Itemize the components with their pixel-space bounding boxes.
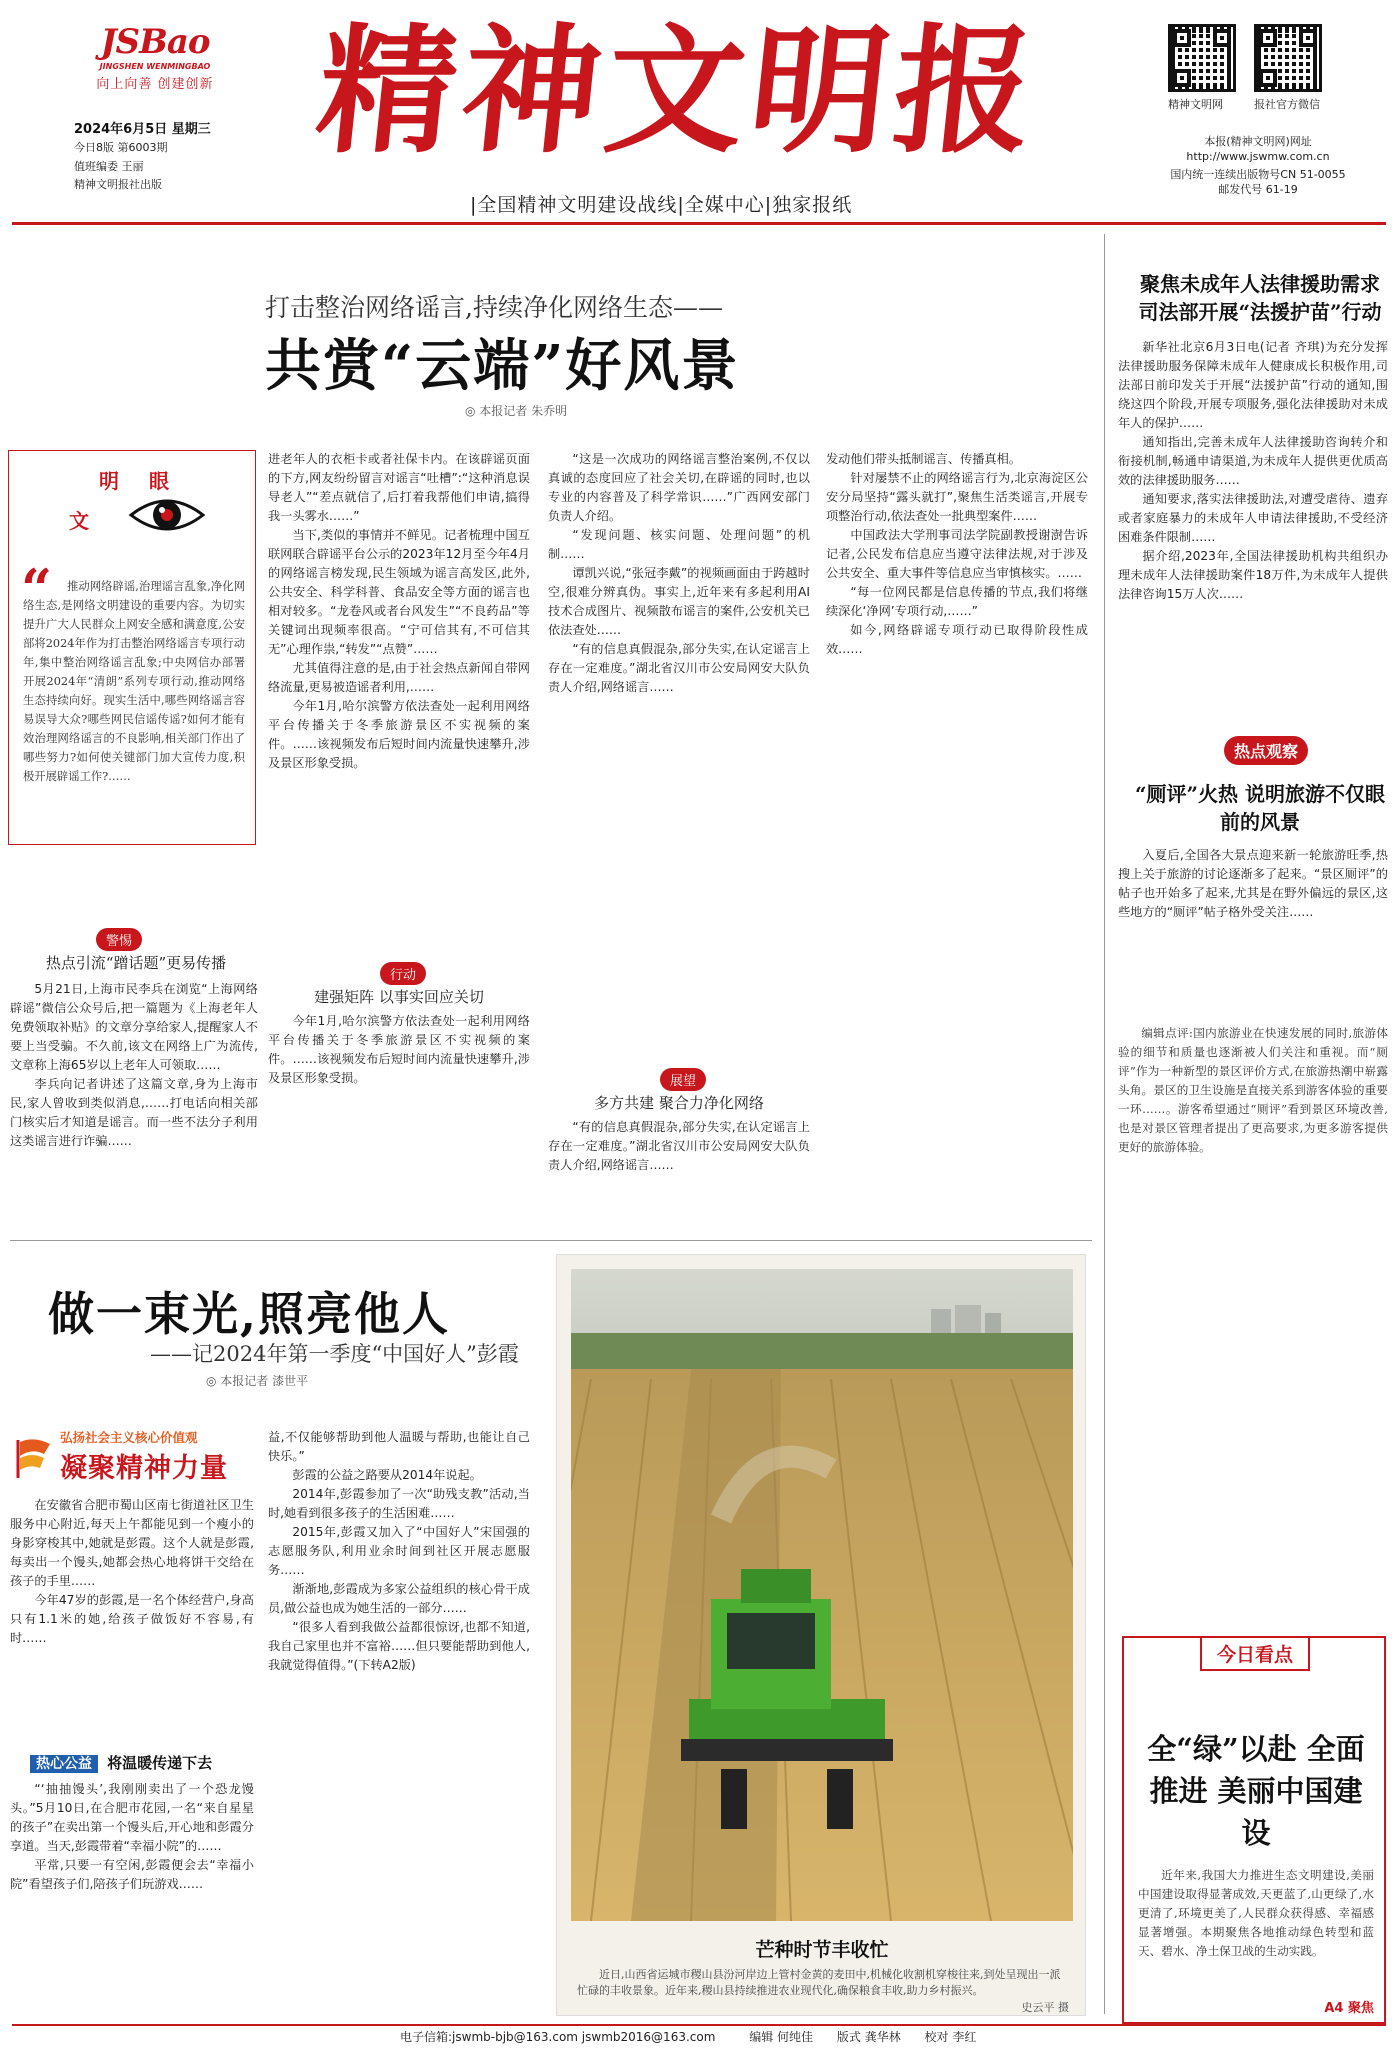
left-subhead: 热点引流“蹭话题”更易传播: [45, 954, 227, 972]
paragraph: 李兵向记者讲述了这篇文章,身为上海市民,家人曾收到类似消息,……打电话向相关部门核实后才知道是谣言。而一些不法分子利用这类谣言进行诈骗……: [10, 1077, 258, 1148]
publisher: 精神文明报社出版: [74, 178, 162, 191]
qr2-label: 报社官方微信: [1254, 98, 1320, 111]
paragraph: 彭霞的公益之路要从2014年说起。: [292, 1468, 482, 1482]
paragraph: 进老年人的衣柜卡或者社保卡内。在该辟谣页面的下方,网友纷纷留言对谣言“吐槽”:“这种消息误导老人”“差点就信了,后打着我帮他们申请,搞得我一头雾水……”: [268, 452, 530, 523]
lead-col-2b: [548, 1118, 810, 1222]
lead-headline: 共赏“云端”好风景: [265, 333, 740, 399]
paragraph: “有的信息真假混杂,部分失实,在认定谣言上存在一定难度。”湖北省汉川市公安局网安大队负责人介绍,网络谣言……: [548, 1120, 810, 1172]
qr-block-2: [1254, 24, 1340, 112]
paragraph: “‘抽抽馒头’,我刚刚卖出了一个恐龙馒头。”5月10日,在合肥市花园,一名“来自星星的孩子”在卖出第一个馒头后,开心地和彭霞分享道。当天,彭霞带着“幸福小院”的……: [10, 1782, 254, 1853]
quote-mark-icon: “: [21, 557, 53, 621]
paragraph: 尤其值得注意的是,由于社会热点新闻自带网络流量,更易被造谣者利用,……: [268, 661, 530, 694]
today-headline: 全“绿”以赴 全面推进 美丽中国建设: [1147, 1732, 1365, 1850]
feature-subtitle: ——记2024年第一季度“中国好人”彭霞: [150, 1342, 519, 1366]
today-title: 今日看点: [1200, 1636, 1310, 1671]
hot-view-headline: “厕评”火热 说明旅游不仅眼前的风景: [1135, 782, 1385, 834]
site-label: 本报(精神文明网)网址: [1204, 135, 1312, 148]
lead-kicker: 打击整治网络谣言,持续净化网络生态——: [265, 293, 723, 322]
paragraph: 中国政法大学刑事司法学院副教授谢澍告诉记者,公民发布信息应当遵守法律法规,对于涉及公共安全、重大事件等信息应当审慎核实。……: [826, 528, 1088, 580]
lead-col-3: [826, 450, 1088, 1222]
paragraph: 2015年,彭霞又加入了“中国好人”宋国强的志愿服务队,利用业余时间到社区开展志愿服务……: [268, 1525, 530, 1577]
eye-tag: 文: [69, 509, 89, 533]
paragraph: 针对屡禁不止的网络谣言行为,北京海淀区公安分局坚持“露头就打”,聚焦生活类谣言,开展专项整治行动,依法查处一批典型案件……: [826, 471, 1088, 523]
right-headline: 聚焦未成年人法律援助需求 司法部开展“法援护苗”行动: [1138, 272, 1382, 324]
paragraph: 5月21日,上海市民李兵在浏览“上海网络辟谣”微信公众号后,把一篇题为《上海老年人免费领取补贴》的文章分享给家人,提醒家人不要上当受骗。不久前,该文在网络上广为流传,文章称上海65岁以上老年人可领取……: [10, 982, 258, 1072]
value-badge-main: 凝聚精神力量: [60, 1453, 228, 1484]
charity-heading: [30, 1752, 212, 1773]
eye-icon: [127, 493, 207, 537]
logo-pinyin: JINGSHEN WENMINGBAO: [99, 62, 211, 71]
qr-block-1: [1168, 24, 1248, 112]
paragraph: “有的信息真假混杂,部分失实,在认定谣言上存在一定难度。”湖北省汉川市公安局网安大队负责人介绍,网络谣言……: [548, 642, 810, 694]
hot-view-comment: 编辑点评:国内旅游业在快速发展的同时,旅游体验的细节和质量也逐渐被人们关注和重视。而“厕评”作为一种新型的景区评价方式,在旅游热潮中崭露头角。景区的卫生设施是直接关系到游客体验的重要一环……。游客希望通过“厕评”看到景区环境改善,也是对景区管理者提出了更高要求,为更多游客提供更好的旅游体验。: [1118, 1026, 1388, 1154]
paragraph: 2014年,彭霞参加了一次“助残支教”活动,当时,她看到很多孩子的生活困难……: [268, 1487, 530, 1520]
masthead-logo: [60, 22, 250, 102]
harvest-photo: [571, 1269, 1073, 1921]
newspaper-title: 精神文明报: [310, 9, 1048, 172]
footer-layout: 版式 龚华林: [836, 2030, 901, 2044]
paragraph: 平常,只要一有空闲,彭霞便会去“幸福小院”看望孩子们,陪孩子们玩游戏……: [10, 1858, 254, 1891]
footer-email[interactable]: 电子信箱:jswmb-bjb@163.com jswmb2016@163.com: [400, 2030, 716, 2044]
photo-caption-text: 近日,山西省运城市稷山县汾河岸边上管村金黄的麦田中,机械化收割机穿梭往来,到处呈现出一派忙碌的丰收景象。近年来,稷山县持续推进农业现代化,确保粮食丰收,助力乡村振兴。: [577, 1968, 1061, 1997]
lead-col-1b: [268, 1012, 530, 1222]
paragraph: 渐渐地,彭霞成为多家公益组织的核心骨干成员,做公益也成为她生活的一部分……: [268, 1582, 530, 1615]
feature-headline: 做一束光,照亮他人: [48, 1287, 451, 1341]
photo-caption-title: 芒种时节丰收忙: [755, 1939, 889, 1961]
paragraph: “发现问题、核实问题、处理问题”的机制……: [548, 528, 810, 561]
outlook-tag-wrap: [660, 1068, 706, 1091]
charity-tag: 热心公益: [30, 1755, 98, 1773]
paragraph: 通知指出,完善未成年人法律援助咨询转介和衔接机制,畅通申请渠道,为未成年人提供更优质高效的法律援助服务……: [1118, 435, 1388, 487]
footer-editor: 编辑 何纯佳: [749, 2030, 814, 2044]
paragraph: 益,不仅能够帮助到他人温暖与帮助,也能让自己快乐。”: [268, 1430, 530, 1463]
logo-motto: 向上向善 创建创新: [96, 77, 214, 92]
harvest-photo-frame: [556, 1254, 1086, 2016]
paragraph: 今年1月,哈尔滨警方依法查处一起利用网络平台传播关于冬季旅游景区不实视频的案件。……该视频发布后短时间内流量快速攀升,涉及景区形象受损。: [268, 699, 530, 770]
site-url[interactable]: http://www.jswmw.com.cn: [1186, 150, 1330, 163]
publication-info: [1138, 134, 1378, 197]
issue-edition: 今日8版 第6003期: [74, 141, 168, 154]
paragraph: 当下,类似的事情并不鲜见。记者梳理中国互联网联合辟谣平台公示的2023年12月至今年4月的网络谣言榜发现,民生领域为谣言高发区,此外,公共安全、科学科普、食品安全等方面的谣言也相对较多。“龙卷风或者台风发生”“不良药品”等关键词出现频率很高。“宁可信其有,不可信其无”心理作祟,“转发”“点赞”……: [268, 528, 530, 656]
feature-col-1b: [10, 1780, 254, 2020]
paragraph: “这是一次成功的网络谣言整治案例,不仅以真诚的态度回应了社会关切,在辟谣的同时,也以专业的内容普及了科学常识……”广西网安部门负责人介绍。: [548, 452, 810, 523]
feature-divider: [10, 1240, 1092, 1241]
eye-editorial: 推动网络辟谣,治理谣言乱象,净化网络生态,是网络文明建设的重要内容。为切实提升广大人民群众上网安全感和满意度,公安部将2024年作为打击整治网络谣言专项行动年,集中整治网络谣言乱象;中央网信办部署开展2024年“清朗”系列专项行动,推动网络生态持续向好。现实生活中,哪些网络谣言容易误导大众?哪些网民信谣传谣?如何才能有效治理网络谣言的不良影响,相关部门作出了哪些努力?如何使关键部门加大宣传力度,积极开展辟谣工作?……: [23, 580, 245, 783]
eye-box: [8, 450, 256, 845]
qr-code-icon: [1254, 24, 1322, 92]
logo-mark: JSBao: [100, 22, 210, 62]
outlook-tag: 展望: [660, 1068, 706, 1091]
lead-col-1: [268, 450, 530, 980]
value-badge-top: 弘扬社会主义核心价值观: [60, 1430, 198, 1445]
paragraph: 新华社北京6月3日电(记者 齐琪)为充分发挥法律援助服务保障未成年人健康成长积极作用,司法部日前印发关于开展“法援护苗”行动的通知,围绕这四个阶段,开展专项服务,强化法律援助对未成年人的保护……: [1118, 340, 1388, 430]
footer: [400, 2028, 1300, 2045]
paragraph: “每一位网民都是信息传播的节点,我们将继续深化‘净网’专项行动,……”: [826, 585, 1088, 618]
qr-code-icon: [1168, 24, 1236, 92]
lead-byline: ◎ 本报记者 朱乔明: [465, 404, 568, 418]
today-box: [1122, 1636, 1386, 2024]
paragraph: 据介绍,2023年,全国法律援助机构共组织办理未成年人法律援助案件18万件,为未成年人提供法律咨询15万人次……: [1118, 549, 1388, 601]
cn-number: 国内统一连续出版物号CN 51-0055: [1170, 168, 1346, 181]
lead-col-2: [548, 450, 810, 1050]
left-body: [10, 980, 258, 1222]
lead-subhead-1: 建强矩阵 以事实回应关切: [314, 988, 484, 1006]
right-body: [1118, 338, 1388, 684]
post-code: 邮发代号 61-19: [1218, 183, 1298, 196]
feature-byline: ◎ 本报记者 漆世平: [206, 1374, 309, 1388]
paragraph: 如今,网络辟谣专项行动已取得阶段性成效……: [826, 623, 1088, 656]
hot-view-badge: 热点观察: [1224, 736, 1308, 765]
today-text: 近年来,我国大力推进生态文明建设,美丽中国建设取得显著成效,天更蓝了,山更绿了,水更清了,环境更美了,人民群众获得感、幸福感显著增强。本期聚焦各地推动绿色转型和蓝天、碧水、净土保卫战的生动实践。: [1138, 1868, 1374, 1958]
paragraph: 通知要求,落实法律援助法,对遭受虐待、遗弃或者家庭暴力的未成年人申请法律援助,不受经济困难条件限制……: [1118, 492, 1388, 544]
alert-tag: 警惕: [96, 928, 142, 951]
duty-editor: 值班编委 王丽: [74, 160, 144, 173]
eye-title: 明眼: [99, 469, 199, 493]
footer-proof: 校对 李红: [924, 2030, 977, 2044]
alert-tag-wrap: [96, 928, 142, 951]
qr1-label: 精神文明网: [1168, 98, 1223, 111]
flag-icon: [14, 1436, 54, 1480]
today-page-ref[interactable]: A4 聚焦: [1324, 2001, 1374, 2016]
paragraph: 今年1月,哈尔滨警方依法查处一起利用网络平台传播关于冬季旅游景区不实视频的案件。……该视频发布后短时间内流量快速攀升,涉及景区形象受损。: [268, 1014, 530, 1085]
issue-info: [74, 118, 254, 192]
lead-subhead-2: 多方共建 聚合力净化网络: [594, 1094, 764, 1112]
action-tag-wrap: [380, 962, 426, 985]
paragraph: 今年47岁的彭霞,是一名个体经营户,身高只有1.1米的她,给孩子做饭好不容易,有时……: [10, 1593, 254, 1645]
paragraph: 谭凯兴说,“张冠李戴”的视频画面由于跨越时空,很难分辨真伪。事实上,近年来有多起利用AI技术合成图片、视频散布谣言的案件,公安机关已依法查处……: [548, 566, 810, 637]
value-badge: [14, 1428, 246, 1486]
action-tag: 行动: [380, 962, 426, 985]
footer-rule: [12, 2024, 1386, 2026]
paragraph: “很多人看到我做公益都很惊讶,也都不知道,我自己家里也并不富裕……但只要能帮助到他人,我就觉得值得。”(下转A2版): [268, 1620, 530, 1672]
hot-view-intro: 入夏后,全国各大景点迎来新一轮旅游旺季,热搜上关于旅游的讨论逐渐多了起来。“景区厕评”的帖子也开始多了起来,尤其是在野外偏远的景区,这些地方的“厕评”帖子格外受关注……: [1118, 848, 1388, 919]
issue-date: 2024年6月5日 星期三: [74, 122, 211, 137]
paragraph: 发动他们带头抵制谣言、传播真相。: [826, 452, 1021, 466]
masthead-rule: [12, 222, 1386, 225]
column-divider: [1104, 234, 1105, 2014]
paragraph: 在安徽省合肥市蜀山区南七街道社区卫生服务中心附近,每天上午都能见到一个瘦小的身影穿梭其中,她就是彭霞。这个人就是彭霞,每卖出一个馒头,她都会热心地将饼干交给在孩子的手里……: [10, 1498, 254, 1588]
photo-credit: 史云平 摄: [1021, 2001, 1069, 2014]
charity-tag-text: 将温暖传递下去: [107, 1754, 213, 1772]
masthead-slogan: |全国精神文明建设战线|全媒中心|独家报纸: [470, 194, 853, 216]
feature-col-2: [268, 1428, 530, 2020]
feature-col-1: [10, 1496, 254, 1742]
